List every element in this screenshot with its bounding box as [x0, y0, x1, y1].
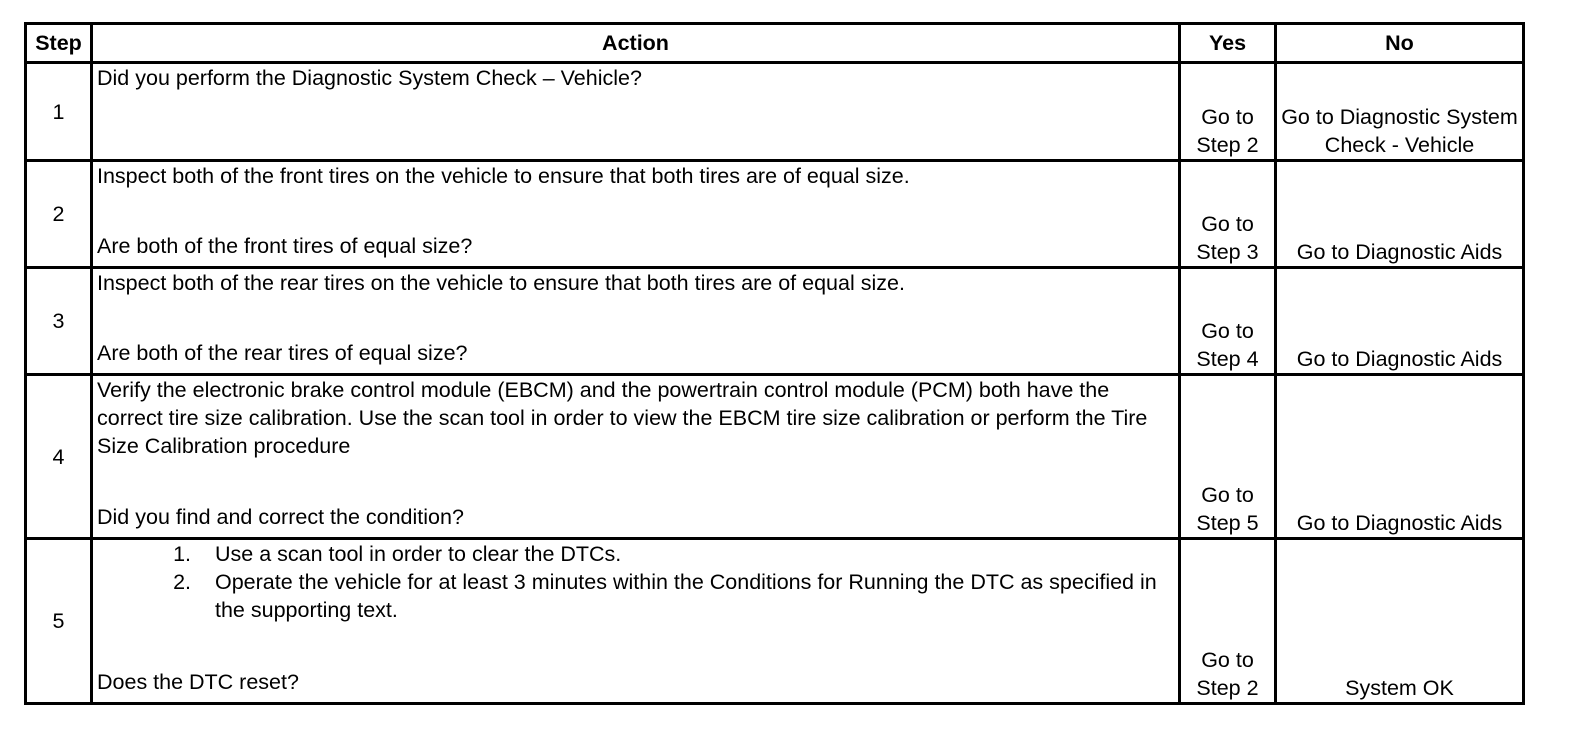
table-row-step-2: [26, 161, 1524, 268]
action-list-item: 1. Use a scan tool in order to clear the DTCs.: [197, 540, 1174, 568]
header-yes: Yes: [1180, 24, 1276, 63]
table-row-step-4: [26, 375, 1524, 539]
header-action: Action: [92, 24, 1180, 63]
no-cell: Go to Diagnostic Aids: [1276, 268, 1524, 375]
action-question: Did you find and correct the condition?: [97, 505, 464, 529]
yes-cell: Go to Step 2: [1180, 539, 1276, 704]
step-number: 2: [26, 161, 92, 268]
no-cell: System OK: [1276, 539, 1524, 704]
diagnostic-table: [24, 22, 1525, 705]
step-number: 4: [26, 375, 92, 539]
yes-cell: Go to Step 4: [1180, 268, 1276, 375]
step-number: 5: [26, 539, 92, 704]
header-no: No: [1276, 24, 1524, 63]
yes-cell: Go to Step 3: [1180, 161, 1276, 268]
header-step: Step: [26, 24, 92, 63]
action-cell: [92, 63, 1180, 161]
table-row-step-1: [26, 63, 1524, 161]
action-cell: [92, 375, 1180, 539]
yes-cell: Go to Step 2: [1180, 63, 1276, 161]
no-cell: Go to Diagnostic System Check - Vehicle: [1276, 63, 1524, 161]
action-list: [97, 540, 1174, 624]
table-row-step-5: [26, 539, 1524, 704]
step-number: 1: [26, 63, 92, 161]
table-row-step-3: [26, 268, 1524, 375]
action-text: Inspect both of the rear tires on the vehicle to ensure that both tires are of equal size.: [97, 271, 905, 295]
action-question: Are both of the rear tires of equal size?: [97, 341, 468, 365]
action-cell: [92, 161, 1180, 268]
action-cell: [92, 268, 1180, 375]
no-cell: Go to Diagnostic Aids: [1276, 161, 1524, 268]
table-header-row: [26, 24, 1524, 63]
yes-cell: Go to Step 5: [1180, 375, 1276, 539]
step-number: 3: [26, 268, 92, 375]
action-text: Inspect both of the front tires on the vehicle to ensure that both tires are of equal size.: [97, 164, 910, 188]
action-text: Did you perform the Diagnostic System Check – Vehicle?: [97, 66, 642, 90]
action-list-item: 2. Operate the vehicle for at least 3 minutes within the Conditions for Running the DTC as specified in the supporting text.: [197, 568, 1174, 624]
action-question: Does the DTC reset?: [97, 670, 299, 694]
action-question: Are both of the front tires of equal size?: [97, 234, 473, 258]
action-cell: [92, 539, 1180, 704]
no-cell: Go to Diagnostic Aids: [1276, 375, 1524, 539]
action-text: Verify the electronic brake control module (EBCM) and the powertrain control module (PCM) both have the correct tire size calibration. Use the scan tool in order to view the EBCM tire size calibration or perform the Tire Size Calibration procedure: [97, 378, 1148, 458]
